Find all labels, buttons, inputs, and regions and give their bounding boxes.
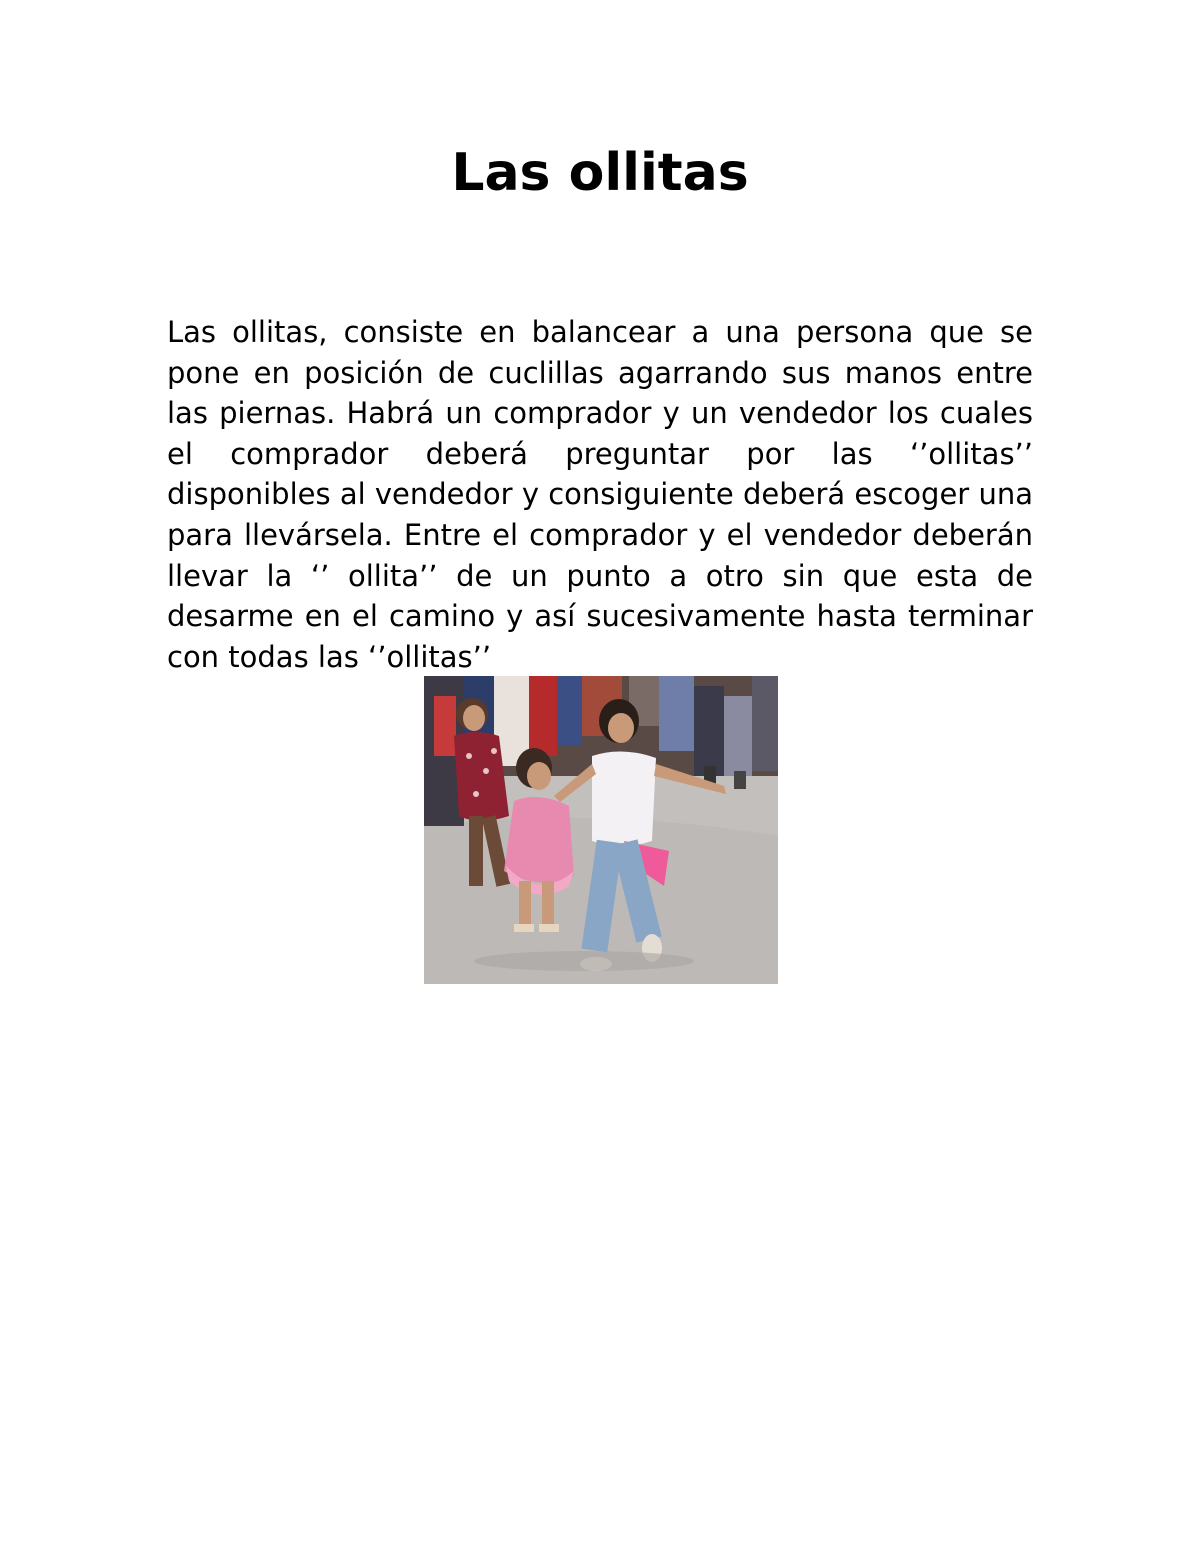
body-paragraph: Las ollitas, consiste en balancear a una persona que se pone en posición de cuclillas agarrando sus manos entre las piernas. Habrá un comprador y un vendedor los cuales el comprador deberá preguntar por las ‘’ollitas’’ disponibles al vendedor y consiguiente deberá escoger una para llevársela. Entre el comprador y el vendedor deberán llevar la ‘’ ollita’’ de un punto a otro sin que esta de desarme en el camino y así sucesivamente hasta terminar con todas las ‘’ollitas’’ xyxy=(167,315,1033,674)
page-title: Las ollitas xyxy=(451,143,749,203)
photo-illustration xyxy=(424,676,778,984)
children-playing-photo xyxy=(424,676,778,984)
